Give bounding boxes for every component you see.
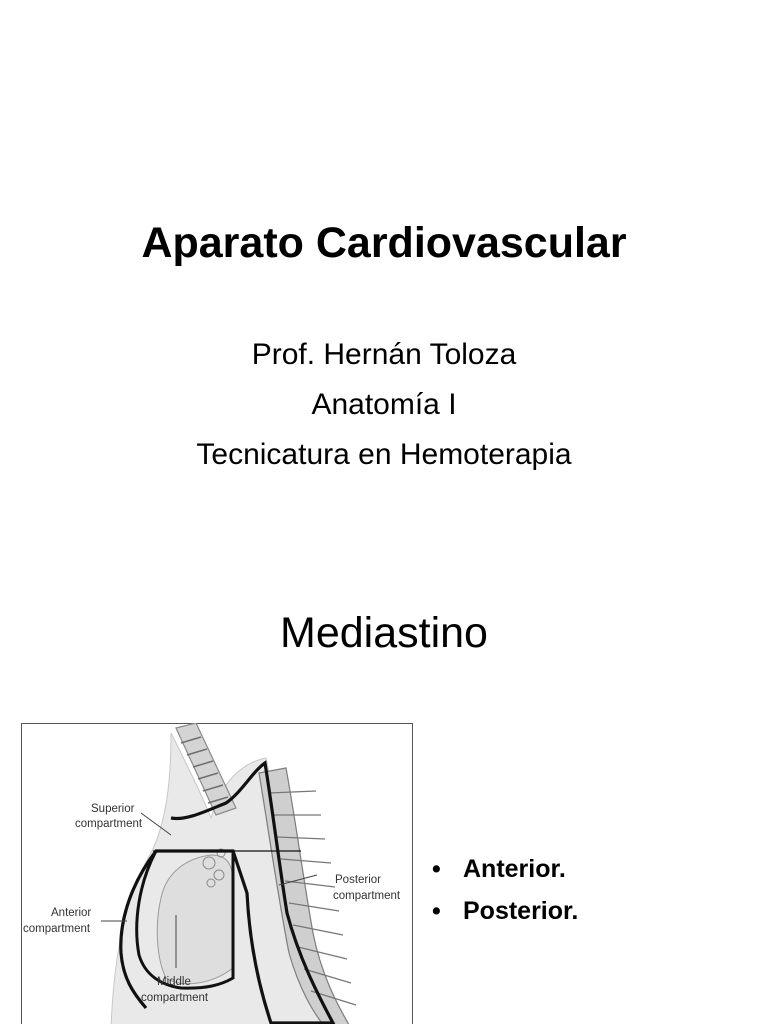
bullet-item: [432, 848, 578, 890]
course-line: Anatomía I: [311, 388, 457, 421]
bullet-list: [432, 848, 578, 932]
program-line: Tecnicatura en Hemoterapia: [196, 438, 572, 471]
bullet-text: Posterior.: [463, 897, 579, 925]
bullet-item: [432, 890, 578, 932]
bullet-text: Anterior.: [463, 855, 566, 883]
label-anterior-2: compartment: [23, 923, 91, 935]
author-line: Prof. Hernán Toloza: [251, 338, 517, 371]
label-posterior-2: compartment: [333, 890, 401, 902]
bullet-marker: •: [432, 897, 441, 925]
slide-title: Aparato Cardiovascular: [141, 219, 627, 267]
bullet-marker: •: [432, 855, 441, 883]
mediastinum-diagram: [21, 723, 413, 1024]
label-superior-1: Superior: [91, 803, 135, 815]
section-title: Mediastino: [280, 609, 488, 657]
label-superior-2: compartment: [75, 818, 143, 830]
subtitle-block: [0, 330, 768, 480]
label-middle-1: Middle: [157, 976, 191, 988]
label-anterior-1: Anterior: [51, 907, 92, 919]
label-posterior-1: Posterior: [335, 874, 382, 886]
label-middle-2: compartment: [141, 992, 209, 1004]
